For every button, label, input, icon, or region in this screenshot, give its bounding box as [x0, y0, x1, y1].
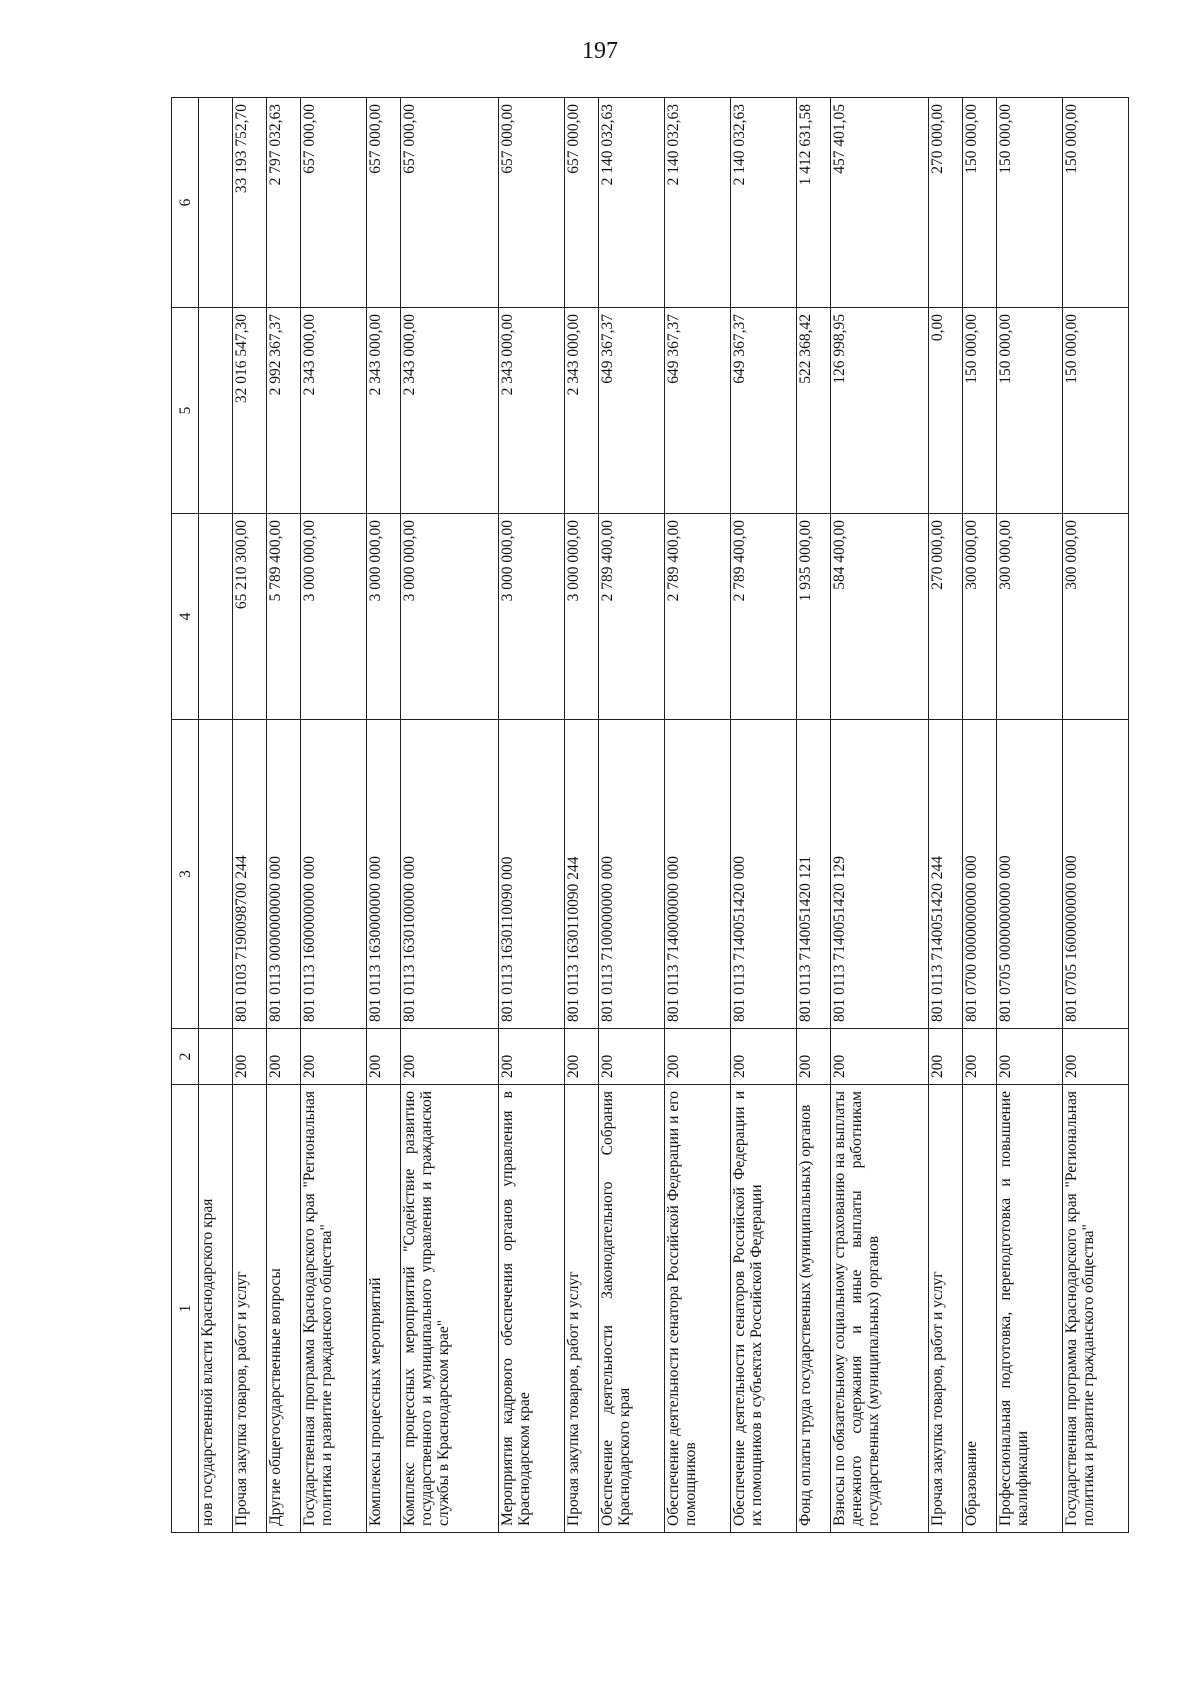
row-value-6: 150 000,00	[996, 98, 1062, 308]
header-col-1: 1	[172, 1085, 199, 1533]
row-value-5: 522 368,42	[796, 308, 830, 514]
row-name: Образование	[962, 1085, 996, 1533]
row-code: 801 0113 7140000000 000	[664, 720, 730, 1029]
row-value-4: 3 000 000,00	[300, 514, 366, 720]
row-code: 801 0113 7140051420 000	[730, 720, 796, 1029]
table-row	[266, 98, 300, 1533]
row-value-6: 657 000,00	[300, 98, 366, 308]
row-column-2: 200	[598, 1029, 664, 1085]
row-name: Обеспечение деятельности сенатора Российской Федерации и его помощников	[664, 1085, 730, 1533]
row-name: Обеспечение деятельности Законодательного Собрания Краснодарского края	[598, 1085, 664, 1533]
row-column-2: 200	[266, 1029, 300, 1085]
row-value-5	[199, 308, 233, 514]
row-value-5: 150 000,00	[1062, 308, 1128, 514]
table-row	[400, 98, 498, 1533]
row-code: 801 0113 1630110090 000	[498, 720, 564, 1029]
row-value-4: 2 789 400,00	[598, 514, 664, 720]
row-value-5: 649 367,37	[730, 308, 796, 514]
row-code: 801 0113 1630000000 000	[366, 720, 400, 1029]
table-row	[232, 98, 266, 1533]
row-column-2: 200	[730, 1029, 796, 1085]
row-value-5: 150 000,00	[996, 308, 1062, 514]
row-value-6: 657 000,00	[400, 98, 498, 308]
table-row	[366, 98, 400, 1533]
row-code: 801 0113 7140051420 244	[928, 720, 962, 1029]
row-value-4: 584 400,00	[830, 514, 928, 720]
row-name: Прочая закупка товаров, работ и услуг	[564, 1085, 598, 1533]
table-row	[564, 98, 598, 1533]
row-value-5: 649 367,37	[598, 308, 664, 514]
row-value-4: 2 789 400,00	[664, 514, 730, 720]
row-name: Комплексы процессных мероприятий	[366, 1085, 400, 1533]
row-column-2: 200	[1062, 1029, 1128, 1085]
row-value-4: 5 789 400,00	[266, 514, 300, 720]
row-name: Комплекс процессных мероприятий "Содействие развитию государственного и муниципального управления и гражданской службы в Краснодарском крае"	[400, 1085, 498, 1533]
table-row	[928, 98, 962, 1533]
row-value-6: 657 000,00	[564, 98, 598, 308]
row-value-5: 126 998,95	[830, 308, 928, 514]
row-column-2: 200	[366, 1029, 400, 1085]
row-value-6: 657 000,00	[498, 98, 564, 308]
row-value-6: 2 140 032,63	[598, 98, 664, 308]
row-value-5: 2 343 000,00	[498, 308, 564, 514]
row-value-4: 65 210 300,00	[232, 514, 266, 720]
row-code: 801 0113 0000000000 000	[266, 720, 300, 1029]
row-column-2: 200	[962, 1029, 996, 1085]
row-value-6: 2 140 032,63	[664, 98, 730, 308]
row-value-6: 270 000,00	[928, 98, 962, 308]
table-row	[498, 98, 564, 1533]
row-value-4: 2 789 400,00	[730, 514, 796, 720]
row-value-4: 3 000 000,00	[400, 514, 498, 720]
row-value-5: 649 367,37	[664, 308, 730, 514]
table-row	[962, 98, 996, 1533]
row-code: 801 0113 1600000000 000	[300, 720, 366, 1029]
row-value-5: 150 000,00	[962, 308, 996, 514]
row-value-5: 0,00	[928, 308, 962, 514]
header-col-2: 2	[172, 1029, 199, 1085]
row-value-6: 1 412 631,58	[796, 98, 830, 308]
row-name: Фонд оплаты труда государственных (муниципальных) органов	[796, 1085, 830, 1533]
row-value-5: 2 992 367,37	[266, 308, 300, 514]
row-name: Прочая закупка товаров, работ и услуг	[928, 1085, 962, 1533]
row-name: Мероприятия кадрового обеспечения органов управления в Краснодарском крае	[498, 1085, 564, 1533]
row-value-4: 300 000,00	[996, 514, 1062, 720]
row-column-2: 200	[664, 1029, 730, 1085]
page-number: 197	[582, 38, 618, 64]
header-col-4: 4	[172, 514, 199, 720]
row-name: Взносы по обязательному социальному страхованию на выплаты денежного содержания и иные выплаты работникам государственных (муниципальных) органов	[830, 1085, 928, 1533]
row-value-6: 457 401,05	[830, 98, 928, 308]
row-value-6: 2 140 032,63	[730, 98, 796, 308]
table-body	[199, 98, 1129, 1533]
table-row	[199, 98, 233, 1533]
table-row	[664, 98, 730, 1533]
row-code: 801 0705 1600000000 000	[1062, 720, 1128, 1029]
row-column-2: 200	[564, 1029, 598, 1085]
row-value-6	[199, 98, 233, 308]
row-value-6: 2 797 032,63	[266, 98, 300, 308]
row-column-2: 200	[232, 1029, 266, 1085]
rotated-table-container	[171, 98, 1129, 1533]
row-value-4: 270 000,00	[928, 514, 962, 720]
row-value-4: 3 000 000,00	[498, 514, 564, 720]
row-value-4: 3 000 000,00	[564, 514, 598, 720]
row-column-2: 200	[400, 1029, 498, 1085]
row-value-6: 150 000,00	[962, 98, 996, 308]
row-code: 801 0103 7190098700 244	[232, 720, 266, 1029]
row-value-5: 2 343 000,00	[300, 308, 366, 514]
header-row	[172, 98, 199, 1533]
row-code: 801 0700 0000000000 000	[962, 720, 996, 1029]
header-col-5: 5	[172, 308, 199, 514]
table-row	[996, 98, 1062, 1533]
row-value-4: 300 000,00	[962, 514, 996, 720]
budget-table	[171, 97, 1129, 1533]
row-name: нов государственной власти Краснодарского края	[199, 1085, 233, 1533]
header-col-3: 3	[172, 720, 199, 1029]
row-value-4: 3 000 000,00	[366, 514, 400, 720]
row-value-4: 1 935 000,00	[796, 514, 830, 720]
row-code: 801 0113 7100000000 000	[598, 720, 664, 1029]
table-row	[830, 98, 928, 1533]
row-value-4: 300 000,00	[1062, 514, 1128, 720]
row-value-5: 2 343 000,00	[564, 308, 598, 514]
table-row	[730, 98, 796, 1533]
row-value-6: 657 000,00	[366, 98, 400, 308]
row-value-6: 150 000,00	[1062, 98, 1128, 308]
row-value-5: 2 343 000,00	[366, 308, 400, 514]
row-name: Государственная программа Краснодарского края "Региональная политика и развитие гражданского общества"	[300, 1085, 366, 1533]
table-row	[598, 98, 664, 1533]
row-code: 801 0113 7140051420 121	[796, 720, 830, 1029]
row-code: 801 0113 1630100000 000	[400, 720, 498, 1029]
table-row	[796, 98, 830, 1533]
row-value-6: 33 193 752,70	[232, 98, 266, 308]
row-column-2: 200	[796, 1029, 830, 1085]
header-col-6: 6	[172, 98, 199, 308]
table-row	[300, 98, 366, 1533]
row-code	[199, 720, 233, 1029]
row-value-5: 32 016 547,30	[232, 308, 266, 514]
row-name: Прочая закупка товаров, работ и услуг	[232, 1085, 266, 1533]
row-column-2: 200	[996, 1029, 1062, 1085]
row-column-2: 200	[300, 1029, 366, 1085]
row-value-5: 2 343 000,00	[400, 308, 498, 514]
row-name: Государственная программа Краснодарского края "Региональная политика и развитие гражданского общества"	[1062, 1085, 1128, 1533]
row-name: Другие общегосударственные вопросы	[266, 1085, 300, 1533]
row-column-2	[199, 1029, 233, 1085]
row-name: Обеспечение деятельности сенаторов Российской Федерации и их помощников в субъектах Российской Федерации	[730, 1085, 796, 1533]
table-row	[1062, 98, 1128, 1533]
row-column-2: 200	[498, 1029, 564, 1085]
row-code: 801 0113 7140051420 129	[830, 720, 928, 1029]
row-name: Профессиональная подготовка, переподготовка и повышение квалификации	[996, 1085, 1062, 1533]
row-column-2: 200	[928, 1029, 962, 1085]
row-column-2: 200	[830, 1029, 928, 1085]
row-code: 801 0705 0000000000 000	[996, 720, 1062, 1029]
row-value-4	[199, 514, 233, 720]
row-code: 801 0113 1630110090 244	[564, 720, 598, 1029]
